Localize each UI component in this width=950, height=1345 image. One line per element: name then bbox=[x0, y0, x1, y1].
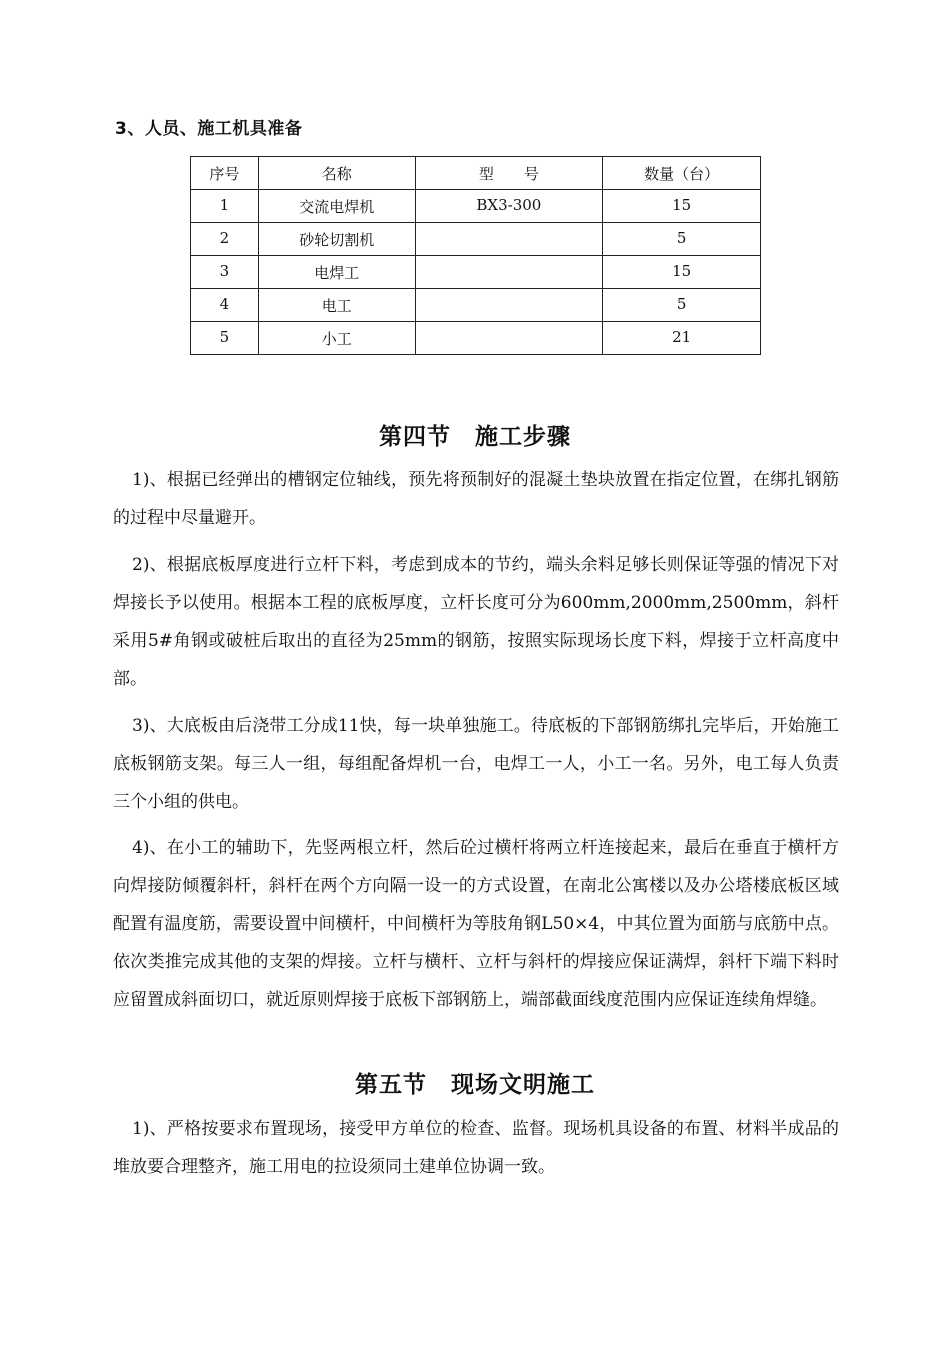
section-5-title: 第五节 现场文明施工 bbox=[355, 1072, 595, 1098]
table-row bbox=[191, 256, 761, 289]
cell-name: 砂轮切割机 bbox=[258, 223, 415, 256]
header-model: 型 号 bbox=[415, 157, 603, 190]
table-row bbox=[191, 190, 761, 223]
cell-model: BX3-300 bbox=[415, 190, 603, 223]
cell-quantity: 15 bbox=[603, 256, 761, 289]
header-quantity: 数量（台） bbox=[603, 157, 761, 190]
cell-quantity: 5 bbox=[603, 289, 761, 322]
header-name: 名称 bbox=[258, 157, 415, 190]
cell-index: 2 bbox=[191, 223, 259, 256]
personnel-heading: 3、人员、施工机具准备 bbox=[115, 119, 303, 139]
table-row bbox=[191, 223, 761, 256]
cell-model bbox=[415, 223, 603, 256]
cell-quantity: 5 bbox=[603, 223, 761, 256]
equipment-table bbox=[190, 156, 761, 355]
section-4-paragraph-3: 3)、大底板由后浇带工分成11快，每一块单独施工。待底板的下部钢筋绑扎完毕后，开始施工底板钢筋支架。每三人一组，每组配备焊机一台，电焊工一人，小工一名。另外，电工每人负责三个小组的供电。 bbox=[113, 716, 839, 812]
table-header-row bbox=[191, 157, 761, 190]
cell-index: 1 bbox=[191, 190, 259, 223]
cell-index: 3 bbox=[191, 256, 259, 289]
cell-quantity: 21 bbox=[603, 322, 761, 355]
table-row bbox=[191, 289, 761, 322]
cell-model bbox=[415, 289, 603, 322]
section-4-paragraph-2: 2)、根据底板厚度进行立杆下料，考虑到成本的节约，端头余料足够长则保证等强的情况下对焊接长予以使用。根据本工程的底板厚度，立杆长度可分为600mm,2000mm,2500mm，斜杆采用5#角钢或破桩后取出的直径为25mm的钢筋，按照实际现场长度下料，焊接于立杆高度中部。 bbox=[113, 555, 839, 689]
table-row bbox=[191, 322, 761, 355]
cell-name: 交流电焊机 bbox=[258, 190, 415, 223]
cell-name: 小工 bbox=[258, 322, 415, 355]
cell-index: 4 bbox=[191, 289, 259, 322]
cell-name: 电焊工 bbox=[258, 256, 415, 289]
section-4-paragraph-4: 4)、在小工的辅助下，先竖两根立杆，然后砼过横杆将两立杆连接起来，最后在垂直于横杆方向焊接防倾覆斜杆，斜杆在两个方向隔一设一的方式设置，在南北公寓楼以及办公塔楼底板区域配置有温度筋，需要设置中间横杆，中间横杆为等肢角钢L50×4，中其位置为面筋与底筋中点。依次类推完成其他的支架的焊接。立杆与横杆、立杆与斜杆的焊接应保证满焊，斜杆下端下料时应留置成斜面切口，就近原则焊接于底板下部钢筋上，端部截面线度范围内应保证连续角焊缝。 bbox=[113, 838, 839, 1010]
cell-model bbox=[415, 256, 603, 289]
cell-index: 5 bbox=[191, 322, 259, 355]
section-5-paragraph-1: 1)、严格按要求布置现场，接受甲方单位的检查、监督。现场机具设备的布置、材料半成品的堆放要合理整齐，施工用电的拉设须同土建单位协调一致。 bbox=[113, 1119, 839, 1177]
section-4-title: 第四节 施工步骤 bbox=[379, 424, 571, 450]
section-4-paragraph-1: 1)、根据已经弹出的槽钢定位轴线，预先将预制好的混凝土垫块放置在指定位置，在绑扎钢筋的过程中尽量避开。 bbox=[113, 470, 839, 528]
header-index: 序号 bbox=[191, 157, 259, 190]
cell-model bbox=[415, 322, 603, 355]
cell-quantity: 15 bbox=[603, 190, 761, 223]
cell-name: 电工 bbox=[258, 289, 415, 322]
